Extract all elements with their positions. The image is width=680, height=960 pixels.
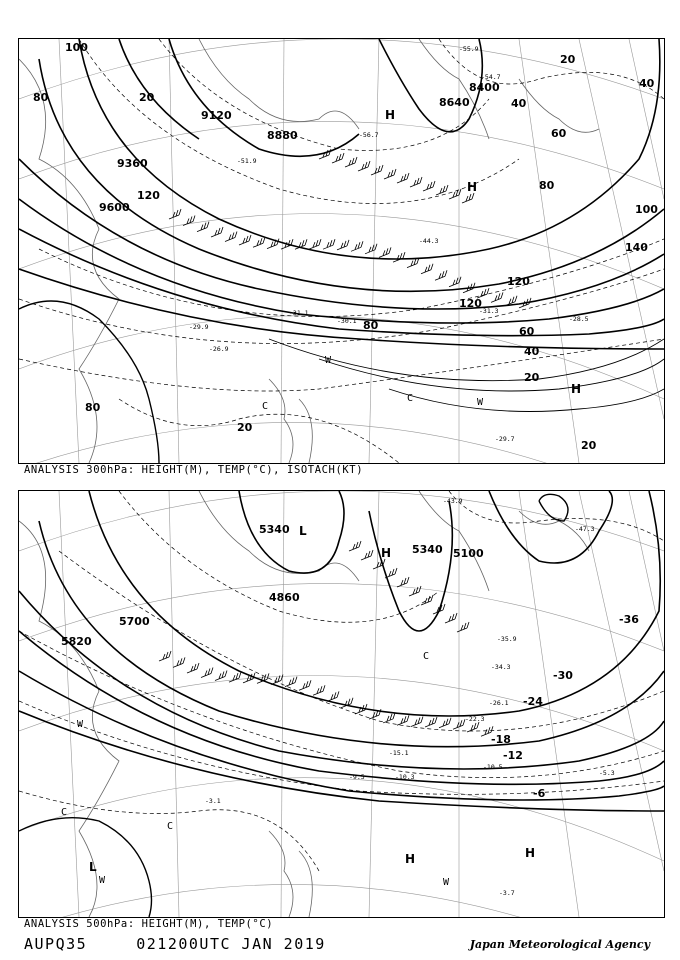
- wind-barb: [435, 270, 447, 280]
- wind-barb: [384, 169, 396, 179]
- height-label: 5820: [61, 635, 92, 648]
- wind-barb: [299, 680, 311, 690]
- wind-barb: [425, 717, 437, 727]
- wind-barbs: [169, 149, 531, 308]
- temp-label: -34.3: [491, 663, 511, 671]
- warm-center: W: [325, 355, 332, 366]
- high-center: H: [467, 180, 478, 194]
- wind-barb: [215, 670, 227, 680]
- wind-barb: [439, 718, 451, 728]
- temp-label: -10.3: [395, 773, 415, 781]
- height-label: 60: [519, 325, 535, 338]
- temp-label: -15.1: [389, 749, 409, 757]
- wind-barb: [337, 240, 349, 250]
- height-label: 80: [539, 179, 555, 192]
- pressure-centers: [61, 524, 535, 888]
- chart-500hpa: [18, 490, 665, 918]
- temp-label: -10.5: [483, 763, 503, 771]
- height-label: 20: [524, 371, 540, 384]
- agency-name: Japan Meteorological Agency: [469, 938, 650, 951]
- height-label: 100: [65, 41, 88, 54]
- product-id: AUPQ35: [24, 935, 88, 953]
- warm-center: W: [77, 719, 84, 730]
- wind-barb: [358, 161, 370, 171]
- cold-center: C: [423, 651, 430, 662]
- temperature-labels: [205, 497, 615, 897]
- height-labels: [61, 523, 639, 800]
- wind-barb: [351, 241, 363, 251]
- height-label: 20: [560, 53, 576, 66]
- map-500hpa: [19, 491, 664, 917]
- height-label: 40: [639, 77, 655, 90]
- height-label: 20: [139, 91, 155, 104]
- graticule: [19, 39, 664, 463]
- height-label: 8400: [469, 81, 500, 94]
- wind-barb: [201, 667, 213, 677]
- isotachs: [269, 339, 664, 412]
- temp-label: -29.9: [189, 323, 209, 331]
- height-label: 20: [237, 421, 253, 434]
- high-center: H: [385, 108, 396, 122]
- wind-barb: [349, 541, 361, 551]
- high-center: H: [381, 546, 392, 560]
- map-300hpa: [19, 39, 664, 463]
- temp-label: -30.1: [337, 317, 357, 325]
- wind-barb: [313, 685, 325, 695]
- height-label: 5700: [119, 615, 150, 628]
- temp-label: -31.1: [289, 309, 309, 317]
- temp-label: -26.9: [209, 345, 229, 353]
- product-identifier: [24, 935, 326, 953]
- wind-barb: [397, 577, 409, 587]
- wind-barb: [383, 713, 395, 723]
- height-label: -24: [523, 695, 543, 708]
- wind-barb: [225, 232, 237, 242]
- wind-barb: [355, 704, 367, 714]
- wind-barb: [229, 672, 241, 682]
- wind-barb: [423, 181, 435, 191]
- high-center: H: [405, 852, 416, 866]
- temp-label: -54.7: [481, 73, 501, 81]
- wind-barb: [285, 677, 297, 687]
- height-label: 120: [137, 189, 160, 202]
- warm-center: W: [477, 397, 484, 408]
- wind-barb: [183, 215, 195, 225]
- wind-barb: [393, 252, 405, 262]
- high-center: H: [571, 382, 582, 396]
- wind-barb: [411, 716, 423, 726]
- temp-label: -3.1: [205, 797, 221, 805]
- isotherms: [19, 39, 664, 463]
- wind-barb: [323, 239, 335, 249]
- temp-label: -35.9: [497, 635, 517, 643]
- wind-barb: [397, 715, 409, 725]
- height-label: 8640: [439, 96, 470, 109]
- height-label: 40: [524, 345, 540, 358]
- wind-barb: [462, 193, 474, 203]
- height-label: -18: [491, 733, 511, 746]
- wind-barb: [410, 177, 422, 187]
- height-contours: [19, 491, 664, 811]
- height-label: -36: [619, 613, 639, 626]
- height-label: 120: [507, 275, 530, 288]
- temp-label: -43.9: [443, 497, 463, 505]
- height-label: -12: [503, 749, 523, 762]
- warm-center: W: [443, 877, 450, 888]
- height-label: 80: [33, 91, 49, 104]
- wind-barb: [445, 613, 457, 623]
- wind-barb: [436, 185, 448, 195]
- cold-center: C: [167, 821, 174, 832]
- height-label: 100: [635, 203, 658, 216]
- height-label: -30: [553, 669, 573, 682]
- temp-label: -9.5: [349, 773, 365, 781]
- temp-label: -31.3: [479, 307, 499, 315]
- low-center: L: [299, 524, 307, 538]
- height-label: 20: [581, 439, 597, 452]
- temp-label: -55.9: [459, 45, 479, 53]
- cold-center: C: [407, 393, 414, 404]
- wind-barb: [332, 153, 344, 163]
- wind-barb: [173, 657, 185, 667]
- height-label: 80: [85, 401, 101, 414]
- wind-barb: [467, 722, 479, 732]
- height-label: 8880: [267, 129, 298, 142]
- height-label: 9360: [117, 157, 148, 170]
- wind-barb: [397, 173, 409, 183]
- height-label: 5340: [259, 523, 290, 536]
- height-contours: [19, 39, 664, 349]
- height-label: -6: [533, 787, 546, 800]
- caption-500hpa: ANALYSIS 500hPa: HEIGHT(M), TEMP(°C): [24, 918, 274, 930]
- chart-300hpa: [18, 38, 665, 464]
- wind-barb: [159, 651, 171, 661]
- caption-300hpa: ANALYSIS 300hPa: HEIGHT(M), TEMP(°C), ISOTACH(KT): [24, 464, 364, 476]
- valid-time: 021200UTC JAN 2019: [136, 935, 326, 953]
- wind-barb: [371, 165, 383, 175]
- wind-barb: [345, 157, 357, 167]
- temp-label: -26.1: [489, 699, 509, 707]
- wind-barb: [365, 244, 377, 254]
- wind-barb: [211, 227, 223, 237]
- height-label: 5100: [453, 547, 484, 560]
- wind-barb: [253, 237, 265, 247]
- boundary-contours: [19, 494, 568, 917]
- temp-label: -56.7: [359, 131, 379, 139]
- warm-center: W: [99, 875, 106, 886]
- cold-center: C: [262, 401, 269, 412]
- wind-barb: [327, 691, 339, 701]
- wind-barb: [379, 247, 391, 257]
- temp-label: -28.5: [569, 315, 589, 323]
- height-label: 9600: [99, 201, 130, 214]
- cold-center: C: [61, 807, 68, 818]
- temp-label: -29.7: [495, 435, 515, 443]
- height-label: 4860: [269, 591, 300, 604]
- temp-label: -22.3: [465, 715, 485, 723]
- temp-label: -3.7: [499, 889, 515, 897]
- temp-label: -47.3: [575, 525, 595, 533]
- height-label: 140: [625, 241, 648, 254]
- temp-label: -5.3: [599, 769, 615, 777]
- wind-barb: [239, 235, 251, 245]
- wind-barb: [309, 239, 321, 249]
- wind-barb: [491, 292, 503, 302]
- high-center: H: [525, 846, 536, 860]
- wind-barb: [421, 264, 433, 274]
- height-label: 40: [511, 97, 527, 110]
- height-label: 5340: [412, 543, 443, 556]
- temp-label: -44.3: [419, 237, 439, 245]
- wind-barb: [187, 663, 199, 673]
- wind-barb: [421, 595, 433, 605]
- height-label: 80: [363, 319, 379, 332]
- wind-barb: [169, 209, 181, 219]
- wind-barb: [271, 674, 283, 684]
- wind-barb: [197, 222, 209, 232]
- low-center: L: [89, 860, 97, 874]
- height-label: 9120: [201, 109, 232, 122]
- temp-label: -51.9: [237, 157, 257, 165]
- height-label: 120: [459, 297, 482, 310]
- height-label: 60: [551, 127, 567, 140]
- boundary-contours: [19, 301, 159, 463]
- wind-barb: [361, 550, 373, 560]
